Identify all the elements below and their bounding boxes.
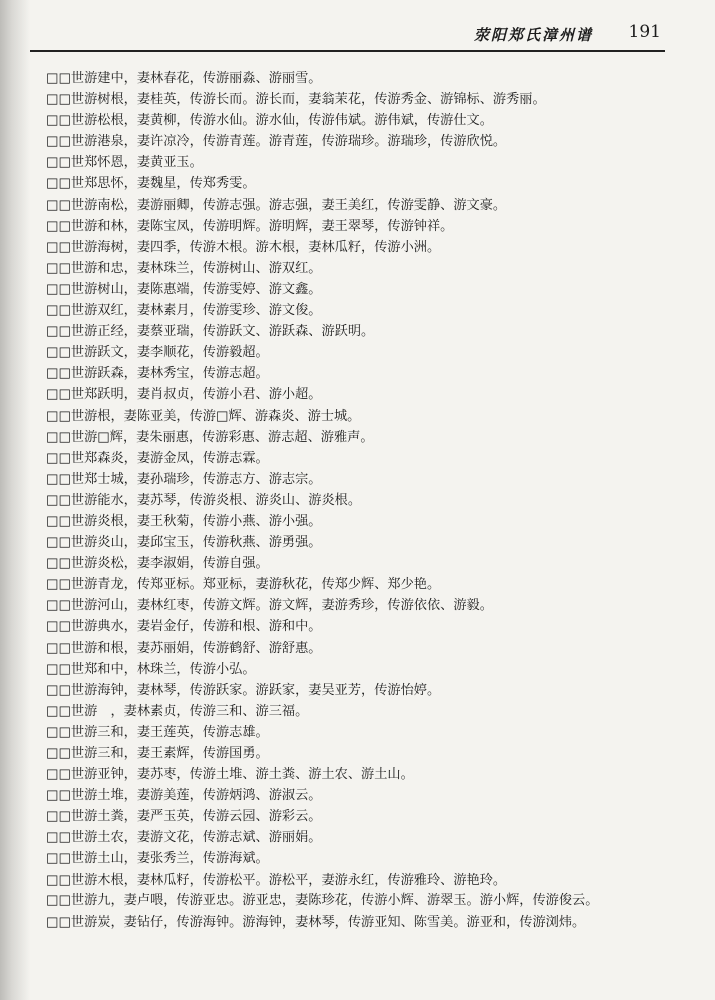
page-number: 191: [628, 22, 661, 42]
header-rule: [30, 50, 665, 52]
genealogy-entry: □□世游南松，妻游丽卿，传游志强。游志强，妻王美红，传游雯静、游文豪。: [46, 197, 507, 213]
genealogy-entry: □□世游建中，妻林春花，传游丽淼、游丽雪。: [46, 71, 322, 86]
genealogy-entry: □□世郑跃明，妻肖叔贞，传游小君、游小超。: [46, 387, 322, 403]
genealogy-entry: □□世游青龙，传郑亚标。郑亚标，妻游秋花，传郑少辉、郑少艳。: [46, 577, 441, 593]
genealogy-entry: □□世游根，妻陈亚美，传游□辉、游森炎、游士城。: [46, 408, 361, 424]
genealogy-entry: □□世游河山，妻林红枣，传游文辉。游文辉，妻游秀珍，传游依依、游毅。: [46, 598, 493, 614]
book-title: 荥阳郑氏漳州谱: [473, 26, 593, 44]
genealogy-entry: □□世游土粪，妻严玉英，传游云园、游彩云。: [46, 809, 322, 825]
genealogy-entry: □□世郑思怀，妻魏星，传郑秀雯。: [46, 176, 256, 192]
genealogy-entry: □□世游和忠，妻林珠兰，传游树山、游双红。: [46, 260, 322, 276]
genealogy-entry: □□世郑和中，林珠兰，传游小弘。: [46, 661, 256, 677]
genealogy-entry: □□世游跃文，妻李顺花，传游毅超。: [46, 345, 269, 361]
genealogy-entry: □□世游九，妻卢喂，传游亚忠。游亚忠，妻陈珍花，传游小辉、游翠玉。游小辉，传游俊云。: [46, 892, 599, 908]
genealogy-entry: □□世游跃森，妻林秀宝，传游志超。: [46, 366, 269, 382]
genealogy-entry: □□世游□辉，妻朱丽惠，传游彩惠、游志超、游雅声。: [46, 429, 374, 445]
genealogy-entry: □□世游土山，妻张秀兰，传游海斌。: [46, 851, 269, 867]
genealogy-entry: □□世游亚钟，妻苏枣，传游土堆、游土粪、游土农、游土山。: [46, 767, 414, 783]
genealogy-entry: □□世游海树，妻四季，传游木根。游木根，妻林瓜籽，传游小洲。: [46, 239, 441, 255]
genealogy-entry: □□世游港泉，妻许凉冷，传游青莲。游青莲，传游瑞珍。游瑞珍，传游欣悦。: [46, 134, 507, 150]
genealogy-entry: □□世游炎根，妻王秋菊，传游小燕、游小强。: [46, 513, 322, 529]
genealogy-entry: □□世游和根，妻苏丽娟，传游鹤舒、游舒惠。: [46, 640, 322, 656]
page-header: [30, 22, 665, 50]
genealogy-entry: □□世游土堆，妻游美莲，传游炳鸿、游淑云。: [46, 788, 322, 804]
genealogy-entry: □□世游土农，妻游文花，传游志斌、游丽娟。: [46, 830, 322, 846]
genealogy-entry: □□世游双红，妻林素月，传游雯珍、游文俊。: [46, 303, 322, 319]
genealogy-entry: □□世游炎松，妻李淑娟，传游自强。: [46, 556, 269, 572]
genealogy-entry: □□世游典水，妻岩金仔，传游和根、游和中。: [46, 619, 322, 635]
genealogy-entry: □□世郑森炎，妻游金凤，传游志霖。: [46, 450, 269, 466]
genealogy-entry: □□世游和林，妻陈宝凤，传游明辉。游明辉，妻王翠琴，传游钟祥。: [46, 218, 454, 234]
genealogy-entry: □□世游炎山，妻邱宝玉，传游秋燕、游勇强。: [46, 535, 322, 551]
genealogy-entry: □□世郑士城，妻孙瑞珍，传游志方、游志宗。: [46, 471, 322, 487]
genealogy-entry: □□世游 ，妻林素贞，传游三和、游三福。: [46, 703, 309, 719]
genealogy-entry: □□世游正经，妻蔡亚瑞，传游跃文、游跃森、游跃明。: [46, 324, 375, 340]
genealogy-entry: □□世游树根，妻桂英，传游长而。游长而，妻翁茉花，传游秀金、游锦标、游秀丽。: [46, 92, 546, 108]
genealogy-entry: □□世游松根，妻黄柳，传游水仙。游水仙，传游伟斌。游伟斌，传游仕文。: [46, 113, 493, 129]
genealogy-entries: [46, 68, 661, 933]
genealogy-entry: □□世游海钟，妻林琴，传游跃家。游跃家，妻吴亚芳，传游怡婷。: [46, 682, 441, 698]
genealogy-entry: □□世游炭，妻钻仔，传游海钟。游海钟，妻林琴，传游亚知、陈雪美。游亚和，传游浏炜。: [46, 914, 586, 930]
genealogy-entry: □□世游三和，妻王莲英，传游志雄。: [46, 724, 269, 740]
genealogy-entry: □□世郑怀恩，妻黄亚玉。: [46, 155, 203, 171]
scan-edge-shadow: [0, 0, 30, 1000]
genealogy-entry: □□世游三和，妻王素辉，传游国勇。: [46, 746, 269, 761]
genealogy-entry: □□世游树山，妻陈惠端，传游雯婷、游文鑫。: [46, 281, 322, 297]
genealogy-entry: □□世游能水，妻苏琴，传游炎根、游炎山、游炎根。: [46, 492, 362, 508]
genealogy-entry: □□世游木根，妻林瓜籽，传游松平。游松平，妻游永红，传游雅玲、游艳玲。: [46, 872, 507, 888]
